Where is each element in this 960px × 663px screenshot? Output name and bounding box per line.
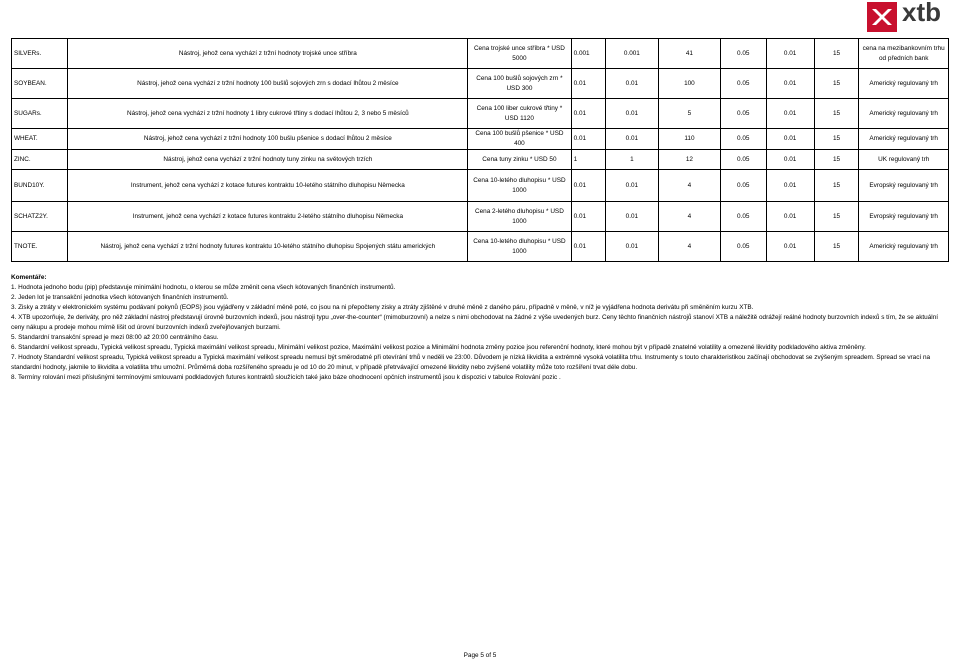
lot-step: 0.01 — [766, 150, 814, 170]
min-spread: 0.001 — [605, 39, 658, 69]
contract-size: Cena trojské unce stříbra * USD 5000 — [468, 39, 571, 69]
instrument-symbol: SCHATZ2Y. — [12, 202, 68, 232]
max-lot: 15 — [814, 150, 859, 170]
min-lot: 0.05 — [720, 202, 766, 232]
pip-value: 0.001 — [571, 39, 605, 69]
page-number: Page 5 of 5 — [463, 652, 497, 659]
instrument-symbol: TNOTE. — [12, 232, 68, 262]
max-lot: 15 — [814, 232, 859, 262]
market-type: Evropský regulovaný trh — [859, 202, 949, 232]
min-spread: 0.01 — [605, 202, 658, 232]
min-lot: 0.05 — [720, 69, 766, 99]
market-type: Americký regulovaný trh — [859, 129, 949, 150]
comment-item: 5. Standardní transakční spread je mezi 08:00 až 20:00 centrálního času. — [11, 334, 219, 341]
min-lot: 0.05 — [720, 39, 766, 69]
table-row — [12, 170, 949, 202]
instrument-table — [11, 38, 949, 262]
min-lot: 0.05 — [720, 129, 766, 150]
comment-item: 1. Hodnota jednoho bodu (pip) představuje minimální hodnotu, o kterou se může změnit cena všech kótovaných finančních instrumentů. — [11, 284, 396, 291]
contract-size: Cena 10-letého dluhopisu * USD 1000 — [468, 232, 571, 262]
max-lot: 15 — [814, 170, 859, 202]
max-lot: 15 — [814, 129, 859, 150]
market-type: Americký regulovaný trh — [859, 232, 949, 262]
pip-value: 0.01 — [571, 170, 605, 202]
lot-step: 0.01 — [766, 99, 814, 129]
pip-value: 1 — [571, 150, 605, 170]
max-lot: 15 — [814, 99, 859, 129]
table-row — [12, 129, 949, 150]
market-type: Americký regulovaný trh — [859, 99, 949, 129]
lot-step: 0.01 — [766, 170, 814, 202]
min-spread: 0.01 — [605, 232, 658, 262]
typical-spread: 110 — [659, 129, 721, 150]
instrument-symbol: SUGARs. — [12, 99, 68, 129]
table-row — [12, 232, 949, 262]
market-type: UK regulovaný trh — [859, 150, 949, 170]
market-type: Americký regulovaný trh — [859, 69, 949, 99]
min-lot: 0.05 — [720, 170, 766, 202]
min-spread: 0.01 — [605, 69, 658, 99]
instrument-description: Nástroj, jehož cena vychází z tržní hodnoty trojské unce stříbra — [68, 39, 468, 69]
table-row — [12, 99, 949, 129]
table-row — [12, 69, 949, 99]
min-lot: 0.05 — [720, 150, 766, 170]
lot-step: 0.01 — [766, 129, 814, 150]
contract-size: Cena 100 liber cukrové třtiny * USD 1120 — [468, 99, 571, 129]
lot-step: 0.01 — [766, 202, 814, 232]
lot-step: 0.01 — [766, 232, 814, 262]
comments-section — [11, 273, 949, 383]
xtb-logo — [867, 2, 957, 32]
typical-spread: 4 — [659, 232, 721, 262]
typical-spread: 41 — [659, 39, 721, 69]
instrument-description: Instrument, jehož cena vychází z kotace futures kontraktu 2-letého státního dluhopisu Německa — [68, 202, 468, 232]
comment-item: 8. Termíny rolování mezi příslušnými termínovými smlouvami podkladových futures kontraktů sloužících také jako báze ohodnocení opčních instrumentů jsou k dispozici v tabulce Rolování pozic . — [11, 374, 561, 381]
max-lot: 15 — [814, 39, 859, 69]
max-lot: 15 — [814, 202, 859, 232]
table-row — [12, 150, 949, 170]
contract-size: Cena 100 bušlů sojových zrn * USD 300 — [468, 69, 571, 99]
instrument-description: Nástroj, jehož cena vychází z tržní hodnoty 100 bušlů sojových zrn s dodací lhůtou 2 měsíce — [68, 69, 468, 99]
market-type: Evropský regulovaný trh — [859, 170, 949, 202]
pip-value: 0.01 — [571, 129, 605, 150]
pip-value: 0.01 — [571, 202, 605, 232]
instrument-description: Nástroj, jehož cena vychází z tržní hodnoty 100 bušlu pšenice s dodací lhůtou 2 měsíce — [68, 129, 468, 150]
pip-value: 0.01 — [571, 69, 605, 99]
min-spread: 0.01 — [605, 129, 658, 150]
comments-title: Komentáře: — [11, 274, 47, 281]
comment-item: 2. Jeden lot je transakční jednotka všech kótovaných finančních instrumentů. — [11, 294, 229, 301]
max-lot: 15 — [814, 69, 859, 99]
instrument-description: Nástroj, jehož cena vychází z tržní hodnoty futures kontraktu 10-letého státního dluhopisu Spojených státu amerických — [68, 232, 468, 262]
typical-spread: 12 — [659, 150, 721, 170]
typical-spread: 100 — [659, 69, 721, 99]
comment-item: 4. XTB upozorňuje, že deriváty, pro něž základní nástroj představují úrovně burzovních indexů, jsou nástroji typu „over-the-counter“ (mimoburzovní) a nelze s nimi obchodovat na žádné z výše uvedených burz. Ceny těchto finančních nástrojů stanoví XTB a náležitě odrážejí reálné hodnoty burzovních indexů s tím, že se aktuální ceny nákupu a prodeje mohou mírně lišit od úrovní burzovních indexů zveřejňovaných burzami. — [11, 314, 939, 331]
min-spread: 0.01 — [605, 99, 658, 129]
table-row — [12, 39, 949, 69]
xtb-logo-mark — [867, 2, 897, 32]
instrument-description: Nástroj, jehož cena vychází z tržní hodnoty 1 libry cukrové třtiny s dodací lhůtou 2, 3 nebo 5 měsíců — [68, 99, 468, 129]
typical-spread: 5 — [659, 99, 721, 129]
typical-spread: 4 — [659, 202, 721, 232]
instrument-symbol: ZINC. — [12, 150, 68, 170]
xtb-logo-text: xtb — [902, 0, 941, 27]
min-spread: 1 — [605, 150, 658, 170]
comment-item: 6. Standardní velikost spreadu, Typická velikost spreadu, Typická maximální velikost spreadu, Minimální velikost pozice, Maximální velikost pozice a Minimální hodnota změny pozice jsou referenční hodnoty, které mohou být v případě znatelné volatility a omezené likvidity podkladového aktiva změněny. — [11, 344, 866, 351]
min-spread: 0.01 — [605, 170, 658, 202]
min-lot: 0.05 — [720, 99, 766, 129]
contract-size: Cena 10-letého dluhopisu * USD 1000 — [468, 170, 571, 202]
lot-step: 0.01 — [766, 39, 814, 69]
instrument-symbol: BUND10Y. — [12, 170, 68, 202]
contract-size: Cena 100 bušlů pšenice * USD 400 — [468, 129, 571, 150]
lot-step: 0.01 — [766, 69, 814, 99]
contract-size: Cena 2-letého dluhopisu * USD 1000 — [468, 202, 571, 232]
pip-value: 0.01 — [571, 232, 605, 262]
table-row — [12, 202, 949, 232]
market-type: cena na mezibankovním trhu od předních bank — [859, 39, 949, 69]
instrument-description: Instrument, jehož cena vychází z kotace futures kontraktu 10-letého státního dluhopisu Německa — [68, 170, 468, 202]
typical-spread: 4 — [659, 170, 721, 202]
contract-size: Cena tuny zinku * USD 50 — [468, 150, 571, 170]
instrument-symbol: SILVERs. — [12, 39, 68, 69]
instrument-symbol: SOYBEAN. — [12, 69, 68, 99]
instrument-symbol: WHEAT. — [12, 129, 68, 150]
min-lot: 0.05 — [720, 232, 766, 262]
instrument-description: Nástroj, jehož cena vychází z tržní hodnoty tuny zinku na světových trzích — [68, 150, 468, 170]
comment-item: 3. Zisky a ztráty v elektronickém systému podávaní pokynů (EOPS) jsou vyjádřeny v základní měně poté, co jsou na ni přepočteny zisky a ztráty zjištěné v druhé měně z daného páru, případně v měně, v níž je vyjádřena hodnota derivátu při směněním kurzu XTB. — [11, 304, 754, 311]
pip-value: 0.01 — [571, 99, 605, 129]
comment-item: 7. Hodnoty Standardní velikost spreadu, Typická velikost spreadu a Typická maximální velikost spreadu nemusí být směrodatné při otevírání trhů v neděli ve 23:00. Důvodem je nízká likvidita a extrémně vysoká volatilita trhu. Instrumenty s touto charakteristikou začínají obchodovat se zvýšeným spreadem. Spread se vrací na standardní hodnoty, jakmile to likvidita a volatilita trhu umožní. Průměrná doba rozšířeného spreadu je od 10 do 20 minut, v případě přetrvávající omezené likvidity nebo zvýšené volatility může toto rozšíření trvat déle dobu. — [11, 354, 931, 371]
